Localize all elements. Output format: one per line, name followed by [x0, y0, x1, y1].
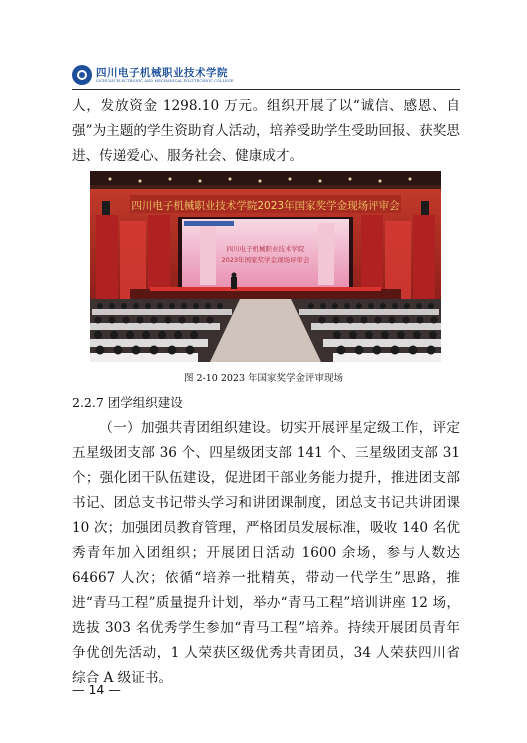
figure-caption: 图 2-10 2023 年国家奖学金评审现场	[183, 373, 344, 384]
body-paragraph-1: 人，发放资金 1298.10 万元。组织开展了以“诚信、感恩、自强”为主题的学生资助育人活动，培养受助学生受助回报、获奖思进、传递爱心、服务社会、健康成才。	[72, 98, 460, 164]
school-name-en: SICHUAN ELECTRONIC AND MECHANICAL POLYTECHNIC COLLEGE	[96, 78, 234, 83]
stage-banner-text: 四川电子机械职业技术学院2023年国家奖学金现场评审会	[131, 200, 400, 212]
page-number: — 14 —	[72, 682, 121, 697]
screen-text-line-1: 四川电子机械职业技术学院	[226, 245, 305, 253]
award-review-photo	[90, 171, 441, 362]
body-paragraph-2: （一）加强共青团组织建设。切实开展评星定级工作，评定五星级团支部 36 个、四星级团支部 141 个、三星级团支部 31 个；强化团干队伍建设，促进团干部业务能力提升，推进团支部书记、团总支书记带头学习和讲团课制度，团总支书记共讲团课 10 次；加强团员教育管理，严格团员发展标准，吸收 140 名优秀青年加入团组织；开展团日活动 1600 余场，参与人数达 64667 人次；依循“培养一批精英，带动一代学生”思路，推进“青马工程”质量提升计划，举办“青马工程”培训讲座 12 场，选拔 303 名优秀学生参加“青马工程”培养。持续开展团员青年争优创先活动，1 人荣获区级优秀共青团员，34 人荣获四川省综合 A 级证书。	[72, 420, 460, 686]
screen-text-line-2: 2023年国家奖学金现场评审会	[221, 256, 310, 264]
school-name: 四川电子机械职业技术学院	[96, 66, 228, 79]
school-logo-icon	[72, 65, 92, 85]
school-name-block	[96, 67, 234, 84]
page-header	[72, 64, 472, 86]
section-heading: 2.2.7 团学组织建设	[72, 395, 183, 410]
header-divider	[72, 89, 460, 90]
